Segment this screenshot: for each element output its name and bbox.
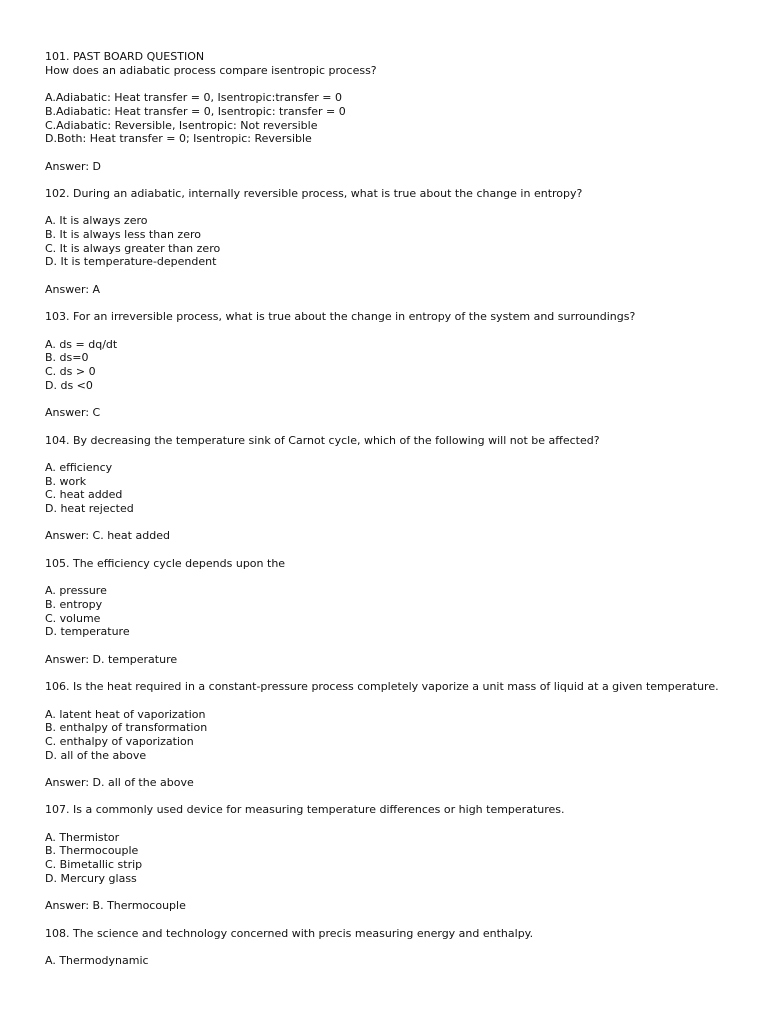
- question-block-101: [45, 50, 735, 187]
- document-page: [45, 50, 735, 968]
- question-prompt: 105. The efficiency cycle depends upon the: [45, 556, 286, 570]
- choice-b: B. entropy: [45, 597, 103, 611]
- answer-line: Answer: D. temperature: [45, 652, 178, 666]
- question-block-105: [45, 557, 735, 680]
- choice-a: A. It is always zero: [45, 214, 148, 228]
- question-prompt: 108. The science and technology concerned with precis measuring energy and enthalpy.: [45, 926, 534, 940]
- choice-d: D. heat rejected: [45, 502, 134, 516]
- choice-d: D. It is temperature-dependent: [45, 255, 217, 269]
- question-prompt: 103. For an irreversible process, what is true about the change in entropy of the system and surroundings?: [45, 310, 636, 324]
- choice-b: B. Thermocouple: [45, 844, 139, 858]
- question-prompt: 102. During an adiabatic, internally reversible process, what is true about the change in entropy?: [45, 186, 583, 200]
- choice-c: C. ds > 0: [45, 365, 96, 379]
- question-block-106: [45, 680, 735, 803]
- choice-a: A. Thermodynamic: [45, 954, 149, 968]
- choice-d: D.Both: Heat transfer = 0; Isentropic: Reversible: [45, 132, 312, 146]
- choice-b: B. enthalpy of transformation: [45, 721, 208, 735]
- choice-a: A. pressure: [45, 584, 107, 598]
- choice-b: B.Adiabatic: Heat transfer = 0, Isentropic: transfer = 0: [45, 104, 346, 118]
- question-block-104: [45, 434, 735, 557]
- answer-line: Answer: B. Thermocouple: [45, 899, 186, 913]
- question-prompt: 106. Is the heat required in a constant-pressure process completely vaporize a unit mass of liquid at a given temperature.: [45, 680, 719, 694]
- answer-line: Answer: C: [45, 406, 101, 420]
- choice-a: A. ds = dq/dt: [45, 337, 118, 351]
- answer-line: Answer: D. all of the above: [45, 776, 194, 789]
- question-block-107: [45, 803, 735, 926]
- choice-d: D. temperature: [45, 625, 130, 639]
- question-block-103: [45, 310, 735, 433]
- question-prompt: How does an adiabatic process compare isentropic process?: [45, 63, 377, 77]
- question-prompt: 104. By decreasing the temperature sink of Carnot cycle, which of the following will not be affected?: [45, 433, 600, 447]
- choice-c: C. enthalpy of vaporization: [45, 734, 194, 748]
- choice-c: C.Adiabatic: Reversible, Isentropic: Not reversible: [45, 118, 318, 132]
- choice-b: B. It is always less than zero: [45, 228, 201, 242]
- choice-b: B. work: [45, 474, 87, 488]
- question-block-108: [45, 927, 735, 968]
- choice-c: C. heat added: [45, 488, 123, 502]
- choice-c: C. Bimetallic strip: [45, 858, 143, 872]
- question-block-102: [45, 187, 735, 310]
- choice-a: A.Adiabatic: Heat transfer = 0, Isentropic:transfer = 0: [45, 91, 342, 105]
- choice-d: D. Mercury glass: [45, 871, 137, 885]
- choice-d: D. all of the above: [45, 748, 147, 762]
- answer-line: Answer: D: [45, 159, 101, 173]
- question-header: 101. PAST BOARD QUESTION: [45, 50, 205, 63]
- choice-a: A. latent heat of vaporization: [45, 707, 206, 721]
- choice-b: B. ds=0: [45, 351, 89, 365]
- choice-a: A. efficiency: [45, 460, 113, 474]
- choice-c: C. It is always greater than zero: [45, 241, 221, 255]
- question-prompt: 107. Is a commonly used device for measuring temperature differences or high temperatures.: [45, 803, 565, 817]
- choice-a: A. Thermistor: [45, 830, 120, 844]
- choice-d: D. ds <0: [45, 378, 93, 392]
- answer-line: Answer: C. heat added: [45, 529, 170, 543]
- choice-c: C. volume: [45, 611, 101, 625]
- answer-line: Answer: A: [45, 282, 101, 296]
